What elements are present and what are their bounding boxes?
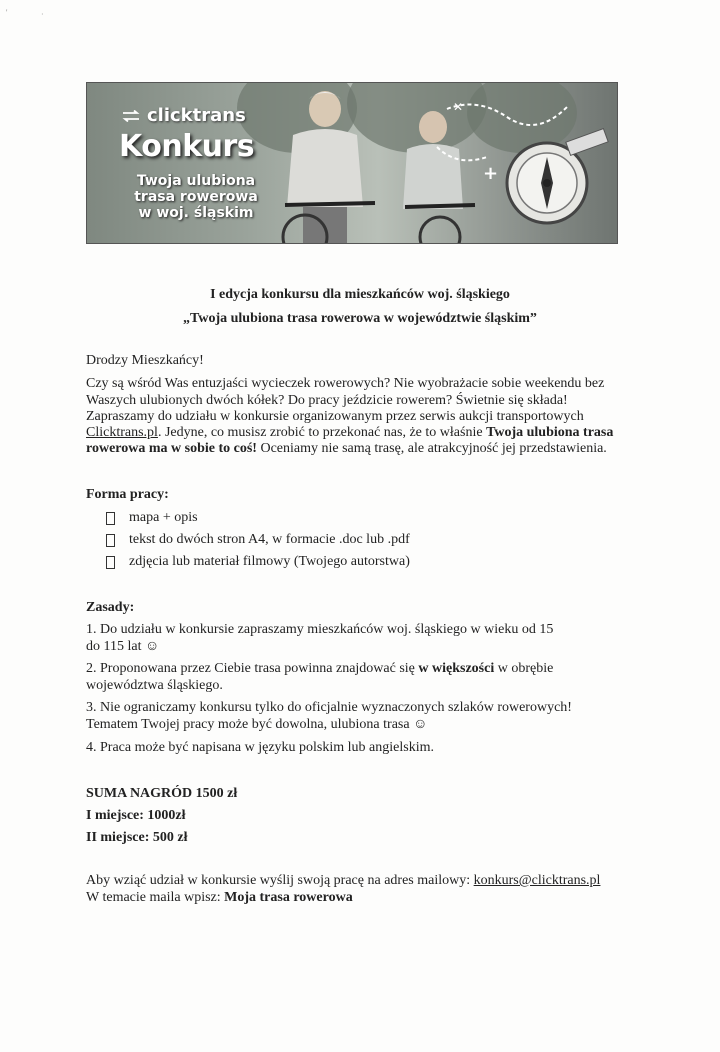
list-item-label: mapa + opis [129,510,198,525]
intro-line [86,440,607,458]
subject-text: W temacie maila wpisz: [86,890,225,905]
forma-heading: Forma pracy: [86,487,169,502]
banner-subtitle-line: w woj. śląskim [138,205,254,221]
clicktrans-link[interactable]: Clicktrans.pl [86,425,158,440]
prize-second: II miejsce: 500 zł [86,830,188,845]
intro-line: Zapraszamy do udziału w konkursie organizowanym przez serwis aukcji transportowych [86,409,584,424]
rule-3: 3. Nie ograniczamy konkursu tylko do oficjalnie wyznaczonych szlaków rowerowych! [86,700,572,715]
checkbox-icon [106,512,115,525]
rule-2-cont: województwa śląskiego. [86,678,223,693]
checkbox-icon [106,534,115,547]
prize-total: SUMA NAGRÓD 1500 zł [86,786,238,801]
banner-subtitle-line: Twoja ulubiona [136,173,256,189]
email-subject-info [86,889,353,907]
document-subtitle: „Twoja ulubiona trasa rowerowa w województwie śląskim” [183,311,537,326]
intro-text: . Jedyne, co musisz zrobić to przekonać nas, że to właśnie [157,425,487,440]
checkbox-icon [106,556,115,569]
rule-1-cont: do 115 lat ☺ [86,639,160,654]
rule-4: 4. Praca może być napisana w języku polskim lub angielskim. [86,740,434,755]
intro-line: Czy są wśród Was entuzjaści wycieczek rowerowych? Nie wyobrażacie sobie weekendu bez [86,376,605,391]
banner-subtitle-line: trasa rowerowa [134,189,258,205]
intro-text: Oceniamy nie samą trasę, ale atrakcyjność jej przedstawienia. [256,441,607,456]
svg-text:+: + [483,163,499,184]
greeting: Drodzy Mieszkańcy! [86,353,204,368]
scan-mark: ' [6,8,8,17]
contest-banner [86,82,618,244]
banner-headline: Konkurs [119,129,255,164]
rule-1: 1. Do udziału w konkursie zapraszamy mieszkańców woj. śląskiego w wieku od 15 [86,622,554,637]
list-item [106,532,410,548]
svg-text:✕: ✕ [453,100,464,114]
scan-mark: · [41,10,44,19]
zasady-heading: Zasady: [86,600,135,615]
brand-name: clicktrans [147,105,246,126]
intro-bold: rowerowa ma w sobie to coś! [86,441,257,456]
rule-text: 2. Proponowana przez Ciebie trasa powinna znajdować się [86,661,419,676]
banner-subtitle [121,173,271,221]
submission-info [86,872,600,890]
submission-text: Aby wziąć udział w konkursie wyślij swoją pracę na adres mailowy: [86,873,474,888]
rule-text: w obrębie [494,661,554,676]
document-title: I edycja konkursu dla mieszkańców woj. śląskiego [210,287,510,302]
arrows-icon [121,110,141,122]
prize-first: I miejsce: 1000zł [86,808,186,823]
clicktrans-logo [121,105,246,126]
intro-line: Waszych ulubionych dwóch kółek? Do pracy jeździcie rowerem? Świetnie się składa! [86,393,568,408]
contest-email-link[interactable]: konkurs@clicktrans.pl [473,873,601,888]
list-item [106,554,410,570]
compass-map-illustration [417,87,617,239]
list-item-label: tekst do dwóch stron A4, w formacie .doc lub .pdf [129,532,410,547]
list-item [106,510,198,526]
rule-3-cont: Tematem Twojej pracy może być dowolna, ulubiona trasa ☺ [86,717,428,732]
rule-2 [86,660,553,678]
list-item-label: zdjęcia lub materiał filmowy (Twojego autorstwa) [129,554,410,569]
rule-bold: w większości [418,661,495,676]
intro-bold: Twoja ulubiona trasa [486,425,614,440]
subject-bold: Moja trasa rowerowa [224,890,353,905]
